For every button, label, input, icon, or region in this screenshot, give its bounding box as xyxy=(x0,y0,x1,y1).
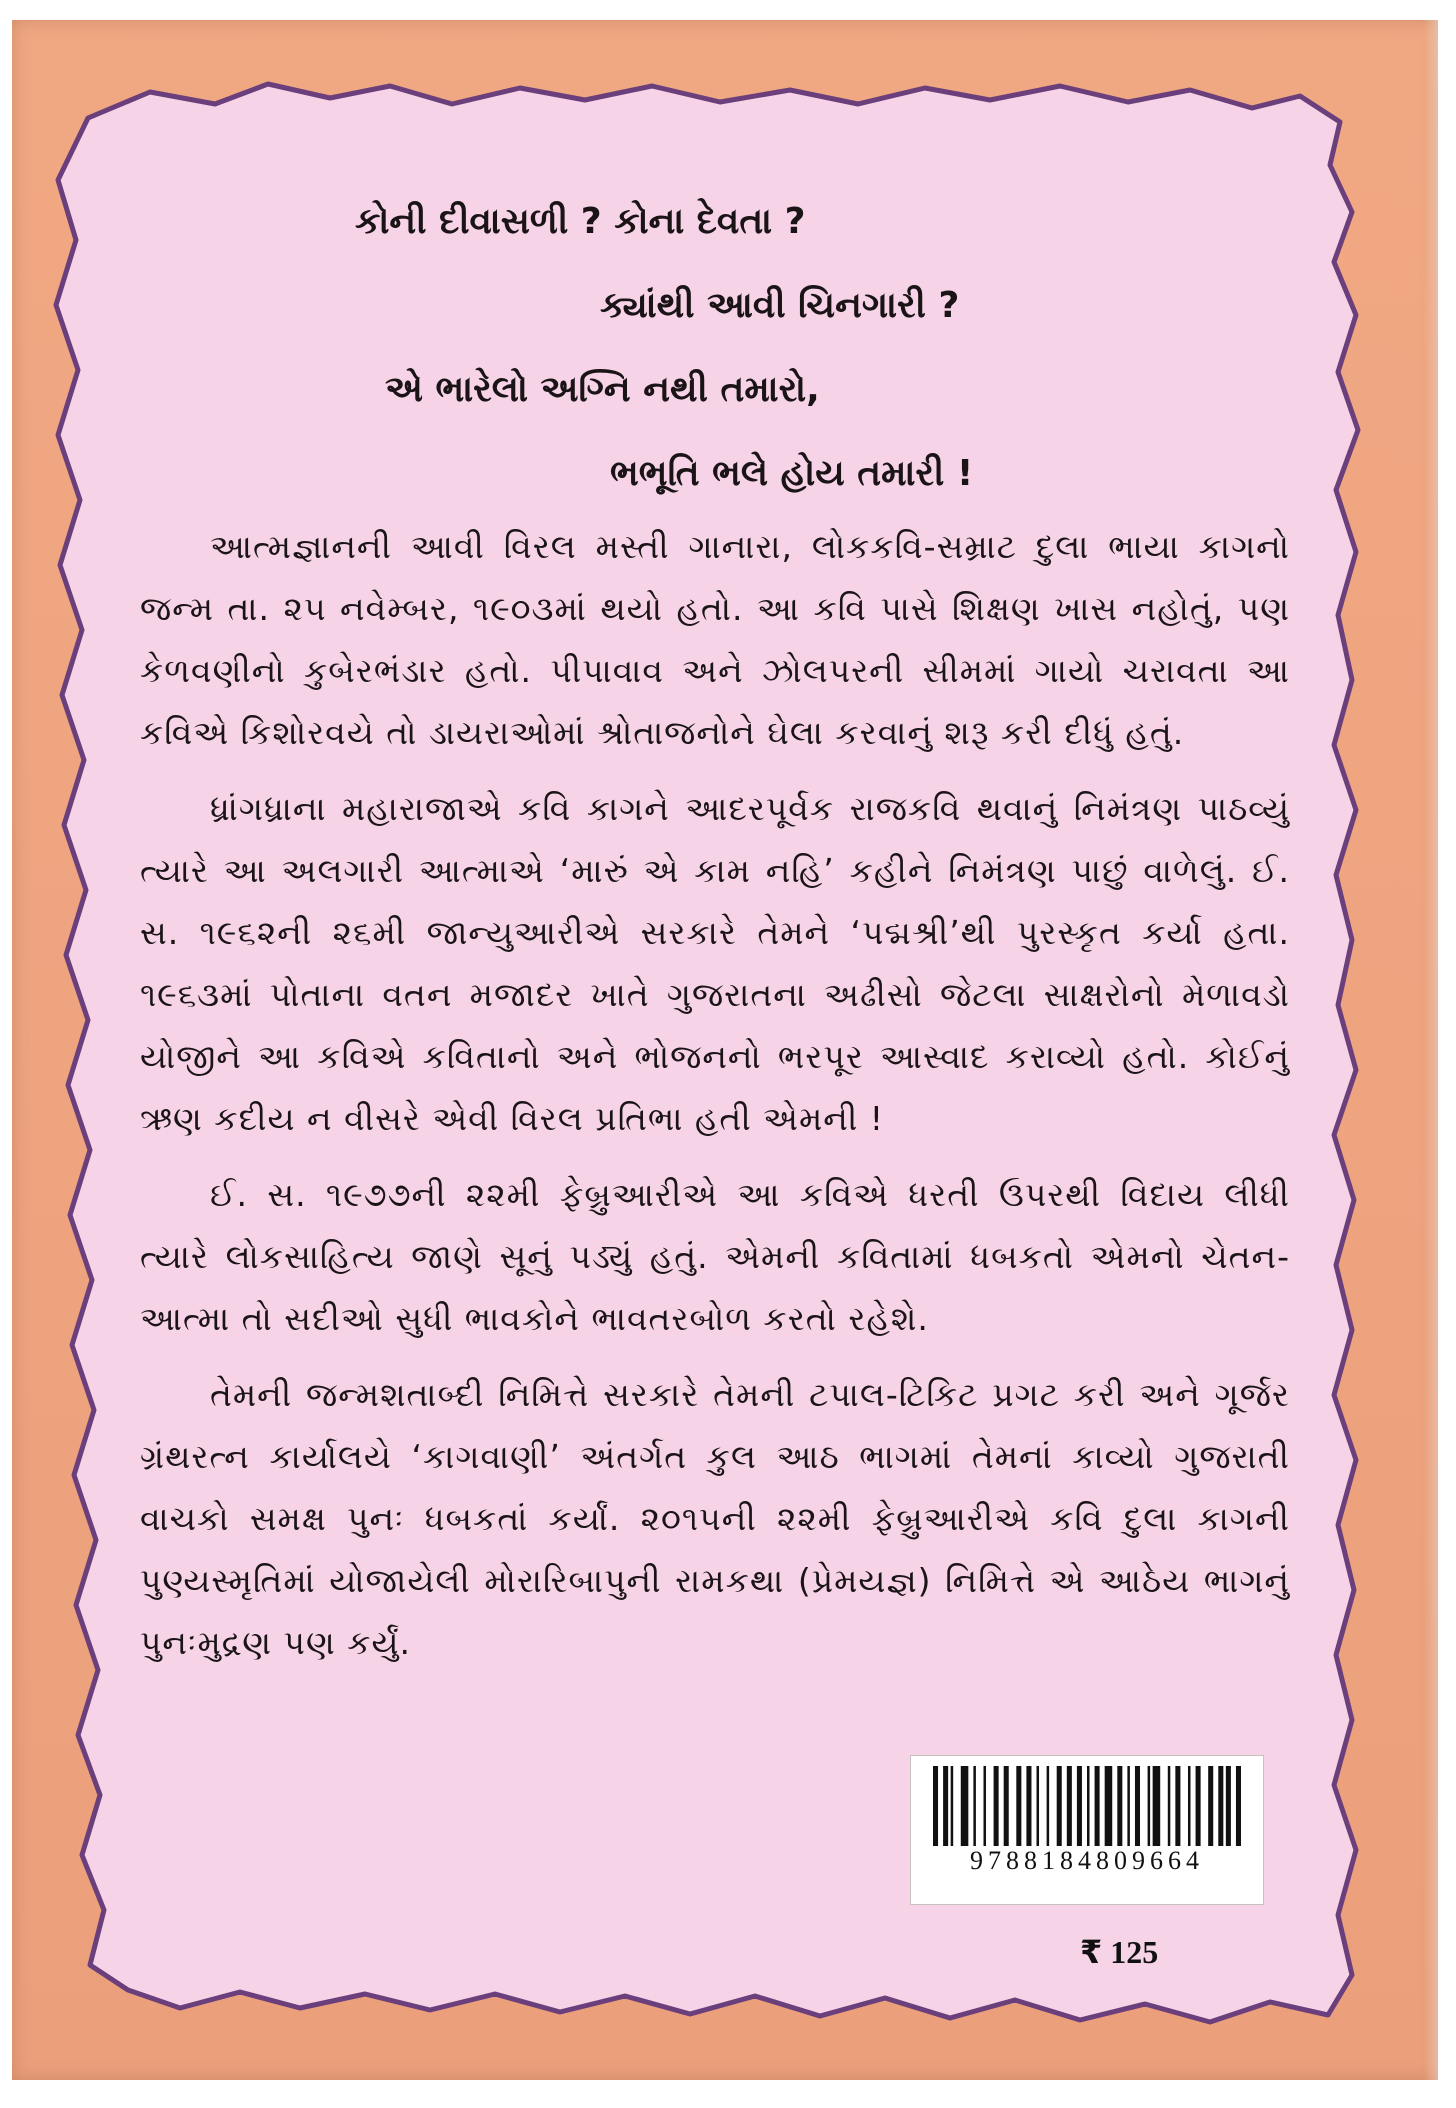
barcode-bar xyxy=(1117,1766,1122,1846)
barcode-bar xyxy=(1148,1766,1151,1846)
barcode-bar xyxy=(1226,1766,1231,1846)
barcode-bar xyxy=(994,1766,999,1846)
barcode-bar xyxy=(1047,1766,1050,1846)
poem-line-4: ભભૂતિ ભલે હોય તમારી ! xyxy=(610,453,974,494)
barcode-bar xyxy=(1153,1766,1161,1846)
barcode-bar xyxy=(961,1766,969,1846)
barcode-bar xyxy=(1135,1766,1140,1846)
barcode-bar xyxy=(933,1766,938,1846)
barcode-bar xyxy=(1067,1766,1072,1846)
paragraph-honours: ધ્રાંગધ્રાના મહારાજાએ કવિ કાગને આદરપૂર્વક રાજકવિ થવાનું નિમંત્રણ પાઠવ્યું ત્યારે આ અલગારી આત્માએ ‘મારું એ કામ નહિ’ કહીને નિમંત્રણ પાછું વાળેલું. ઈ. સ. ૧૯૬૨ની ૨૬મી જાન્યુઆરીએ સરકારે તેમને ‘પદ્મશ્રી’થી પુરસ્કૃત કર્યા હતા. ૧૯૬૩માં પોતાના વતન મજાદર ખાતે ગુજરાતના અઢીસો જેટલા સાક્ષરોનો મેળાવડો યોજીને આ કવિએ કવિતાનો અને ભોજનનો ભરપૂર આસ્વાદ કરાવ્યો હતો. કોઈનું ઋણ કદીય ન વીસરે એવી વિરલ પ્રતિભા હતી એમની ! xyxy=(140,789,1290,1138)
poem-line-3: એ ભારેલો અગ્નિ નથી તમારો, xyxy=(385,369,820,410)
barcode-bar xyxy=(1127,1766,1130,1846)
barcode-bar xyxy=(1095,1766,1100,1846)
barcode-bar xyxy=(1105,1766,1113,1846)
paragraph-birth: આત્મજ્ઞાનની આવી વિરલ મસ્તી ગાનારા, લોકકવિ-સમ્રાટ દુલા ભાયા કાગનો જન્મ તા. ૨૫ નવેમ્બર, ૧૯૦૩માં થયો હતો. આ કવિ પાસે શિક્ષણ ખાસ નહોતું, પણ કેળવણીનો કુબેરભંડાર હતો. પીપાવાવ અને ઝોલપરની સીમમાં ગાયો ચરાવતા આ કવિએ કિશોરવયે તો ડાયરાઓમાં શ્રોતાજનોને ઘેલા કરવાનું શરૂ કરી દીધું હતું. xyxy=(140,527,1290,752)
barcode-bar xyxy=(1236,1766,1241,1846)
barcode-bar xyxy=(1196,1766,1201,1846)
barcode-bar xyxy=(1026,1766,1031,1846)
poem-line-2: ક્યાંથી આવી ચિનગારી ? xyxy=(600,285,960,326)
barcode-bar xyxy=(1057,1766,1062,1846)
barcode-bar xyxy=(973,1766,976,1846)
poem-line-1: કોની દીવાસળી ? કોના દેવતા ? xyxy=(355,201,806,242)
barcode-bar xyxy=(1188,1766,1191,1846)
barcode-bar xyxy=(1077,1766,1082,1846)
price-label xyxy=(1080,1933,1158,1971)
barcode-bar xyxy=(1168,1766,1171,1846)
isbn-digits: 9788184809664 xyxy=(970,1846,1204,1875)
paragraph-death: ઈ. સ. ૧૯૭૭ની ૨૨મી ફેબ્રુઆરીએ આ કવિએ ધરતી ઉપરથી વિદાય લીધી ત્યારે લોકસાહિત્ય જાણે સૂનું પડ્યું હતું. એમની કવિતામાં ધબકતો એમનો ચેતન-આત્મા તો સદીઓ સુધી ભાવકોને ભાવતરબોળ કરતો રહેશે. xyxy=(140,1175,1290,1338)
back-cover-text xyxy=(140,180,1290,1688)
isbn-barcode xyxy=(910,1755,1264,1905)
barcode-bar xyxy=(943,1766,948,1846)
barcode-bar xyxy=(1037,1766,1040,1846)
barcode-bar xyxy=(951,1766,954,1846)
paragraph-legacy: તેમની જન્મશતાબ્દી નિમિત્તે સરકારે તેમની ટપાલ-ટિકિટ પ્રગટ કરી અને ગૂર્જર ગ્રંથરત્ન કાર્યાલયે ‘કાગવાણી’ અંતર્ગત કુલ આઠ ભાગમાં તેમનાં કાવ્યો ગુજરાતી વાચકો સમક્ષ પુનઃ ધબકતાં કર્યાં. ૨૦૧૫ની ૨૨મી ફેબ્રુઆરીએ કવિ દુલા કાગની પુણ્યસ્મૃતિમાં યોજાયેલી મોરારિબાપુની રામકથા (પ્રેમયજ્ઞ) નિમિત્તે એ આઠેય ભાગનું પુનઃમુદ્રણ પણ કર્યું. xyxy=(140,1375,1290,1662)
barcode-bars xyxy=(933,1766,1241,1846)
barcode-bar xyxy=(1208,1766,1213,1846)
barcode-bar xyxy=(1218,1766,1223,1846)
barcode-bar xyxy=(1175,1766,1180,1846)
barcode-bar xyxy=(983,1766,986,1846)
price-amount: 125 xyxy=(1110,1934,1159,1970)
barcode-bar xyxy=(1004,1766,1009,1846)
barcode-bar xyxy=(1087,1766,1090,1846)
rupee-symbol: ₹ xyxy=(1080,1933,1103,1971)
poem-stanza xyxy=(140,180,1290,516)
barcode-bar xyxy=(1016,1766,1021,1846)
